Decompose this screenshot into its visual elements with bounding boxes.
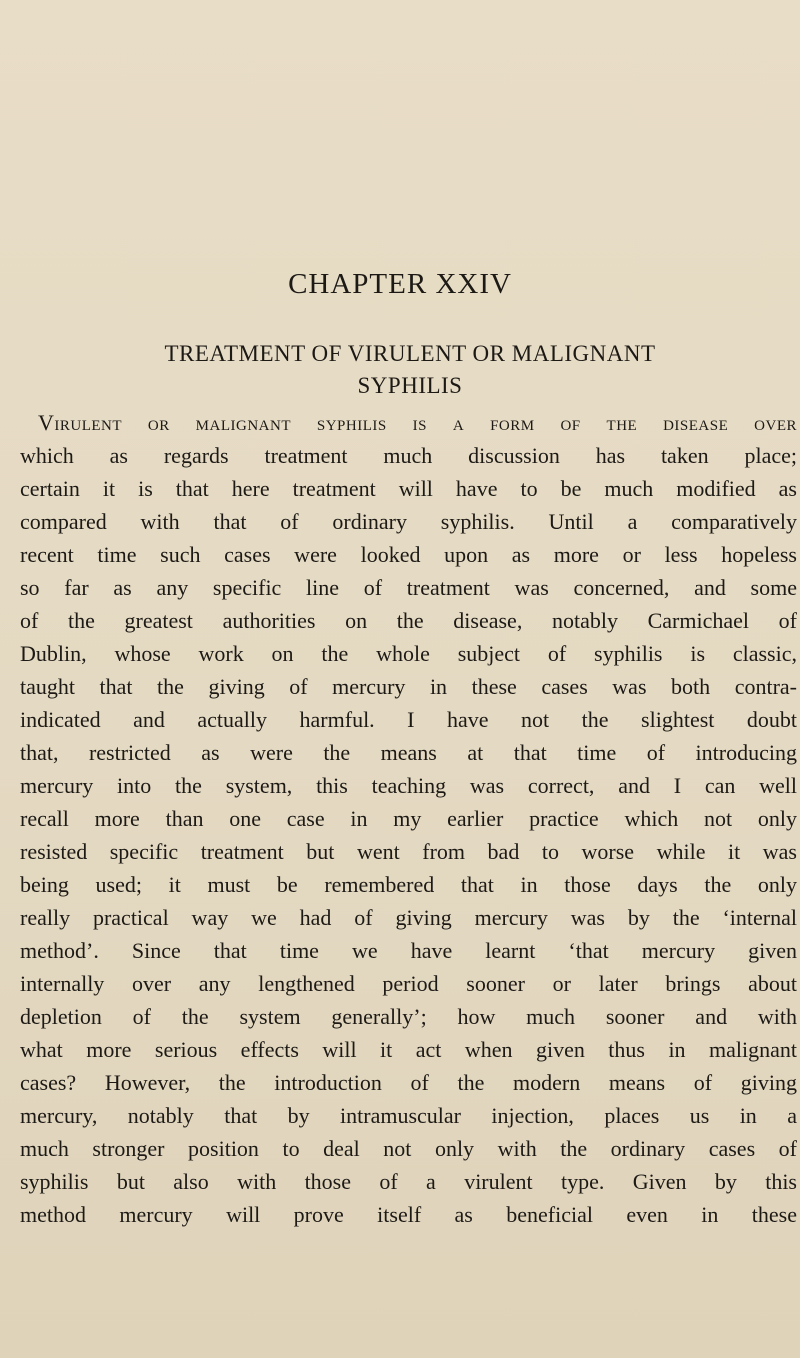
text-line: that, restricted as were the means at that time of introducing [20,740,797,765]
text-line: recall more than one case in my earlier practice which not only [20,806,797,831]
section-title-line: TREATMENT OF VIRULENT OR MALIGNANT [164,341,656,366]
text-line: Virulent or malignant syphilis is a form of the disease over [38,410,797,435]
text-line: indicated and actually harmful. I have not the slightest doubt [20,707,797,732]
text-line: Dublin, whose work on the whole subject of syphilis is classic, [20,641,797,666]
section-title-line: SYPHILIS [357,373,463,398]
section-title [60,338,760,402]
text-line: syphilis but also with those of a virulent type. Given by this [20,1169,797,1194]
text-line: taught that the giving of mercury in these cases was both contra- [20,674,797,699]
text-line: mercury, notably that by intramuscular injection, places us in a [20,1103,797,1128]
text-line: depletion of the system generally’; how much sooner and with [20,1004,797,1029]
text-line: much stronger position to deal not only with the ordinary cases of [20,1136,797,1161]
text-line: which as regards treatment much discussion has taken place; [20,443,797,468]
text-line: really practical way we had of giving mercury was by the ‘internal [20,905,797,930]
text-line: compared with that of ordinary syphilis. Until a comparatively [20,509,797,534]
text-line: so far as any specific line of treatment was concerned, and some [20,575,797,600]
text-line: mercury into the system, this teaching was correct, and I can well [20,773,797,798]
text-line: recent time such cases were looked upon as more or less hopeless [20,542,797,567]
text-line: cases? However, the introduction of the modern means of giving [20,1070,797,1095]
chapter-heading: CHAPTER XXIV [288,268,512,300]
text-line: of the greatest authorities on the disease, notably Carmichael of [20,608,797,633]
text-line: what more serious effects will it act when given thus in malignant [20,1037,797,1062]
text-line: resisted specific treatment but went from bad to worse while it was [20,839,797,864]
text-line: being used; it must be remembered that in those days the only [20,872,797,897]
text-line: method mercury will prove itself as beneficial even in these [20,1202,797,1227]
text-line: method’. Since that time we have learnt ‘that mercury given [20,938,797,963]
text-line: internally over any lengthened period sooner or later brings about [20,971,797,996]
text-line: certain it is that here treatment will have to be much modified as [20,476,797,501]
